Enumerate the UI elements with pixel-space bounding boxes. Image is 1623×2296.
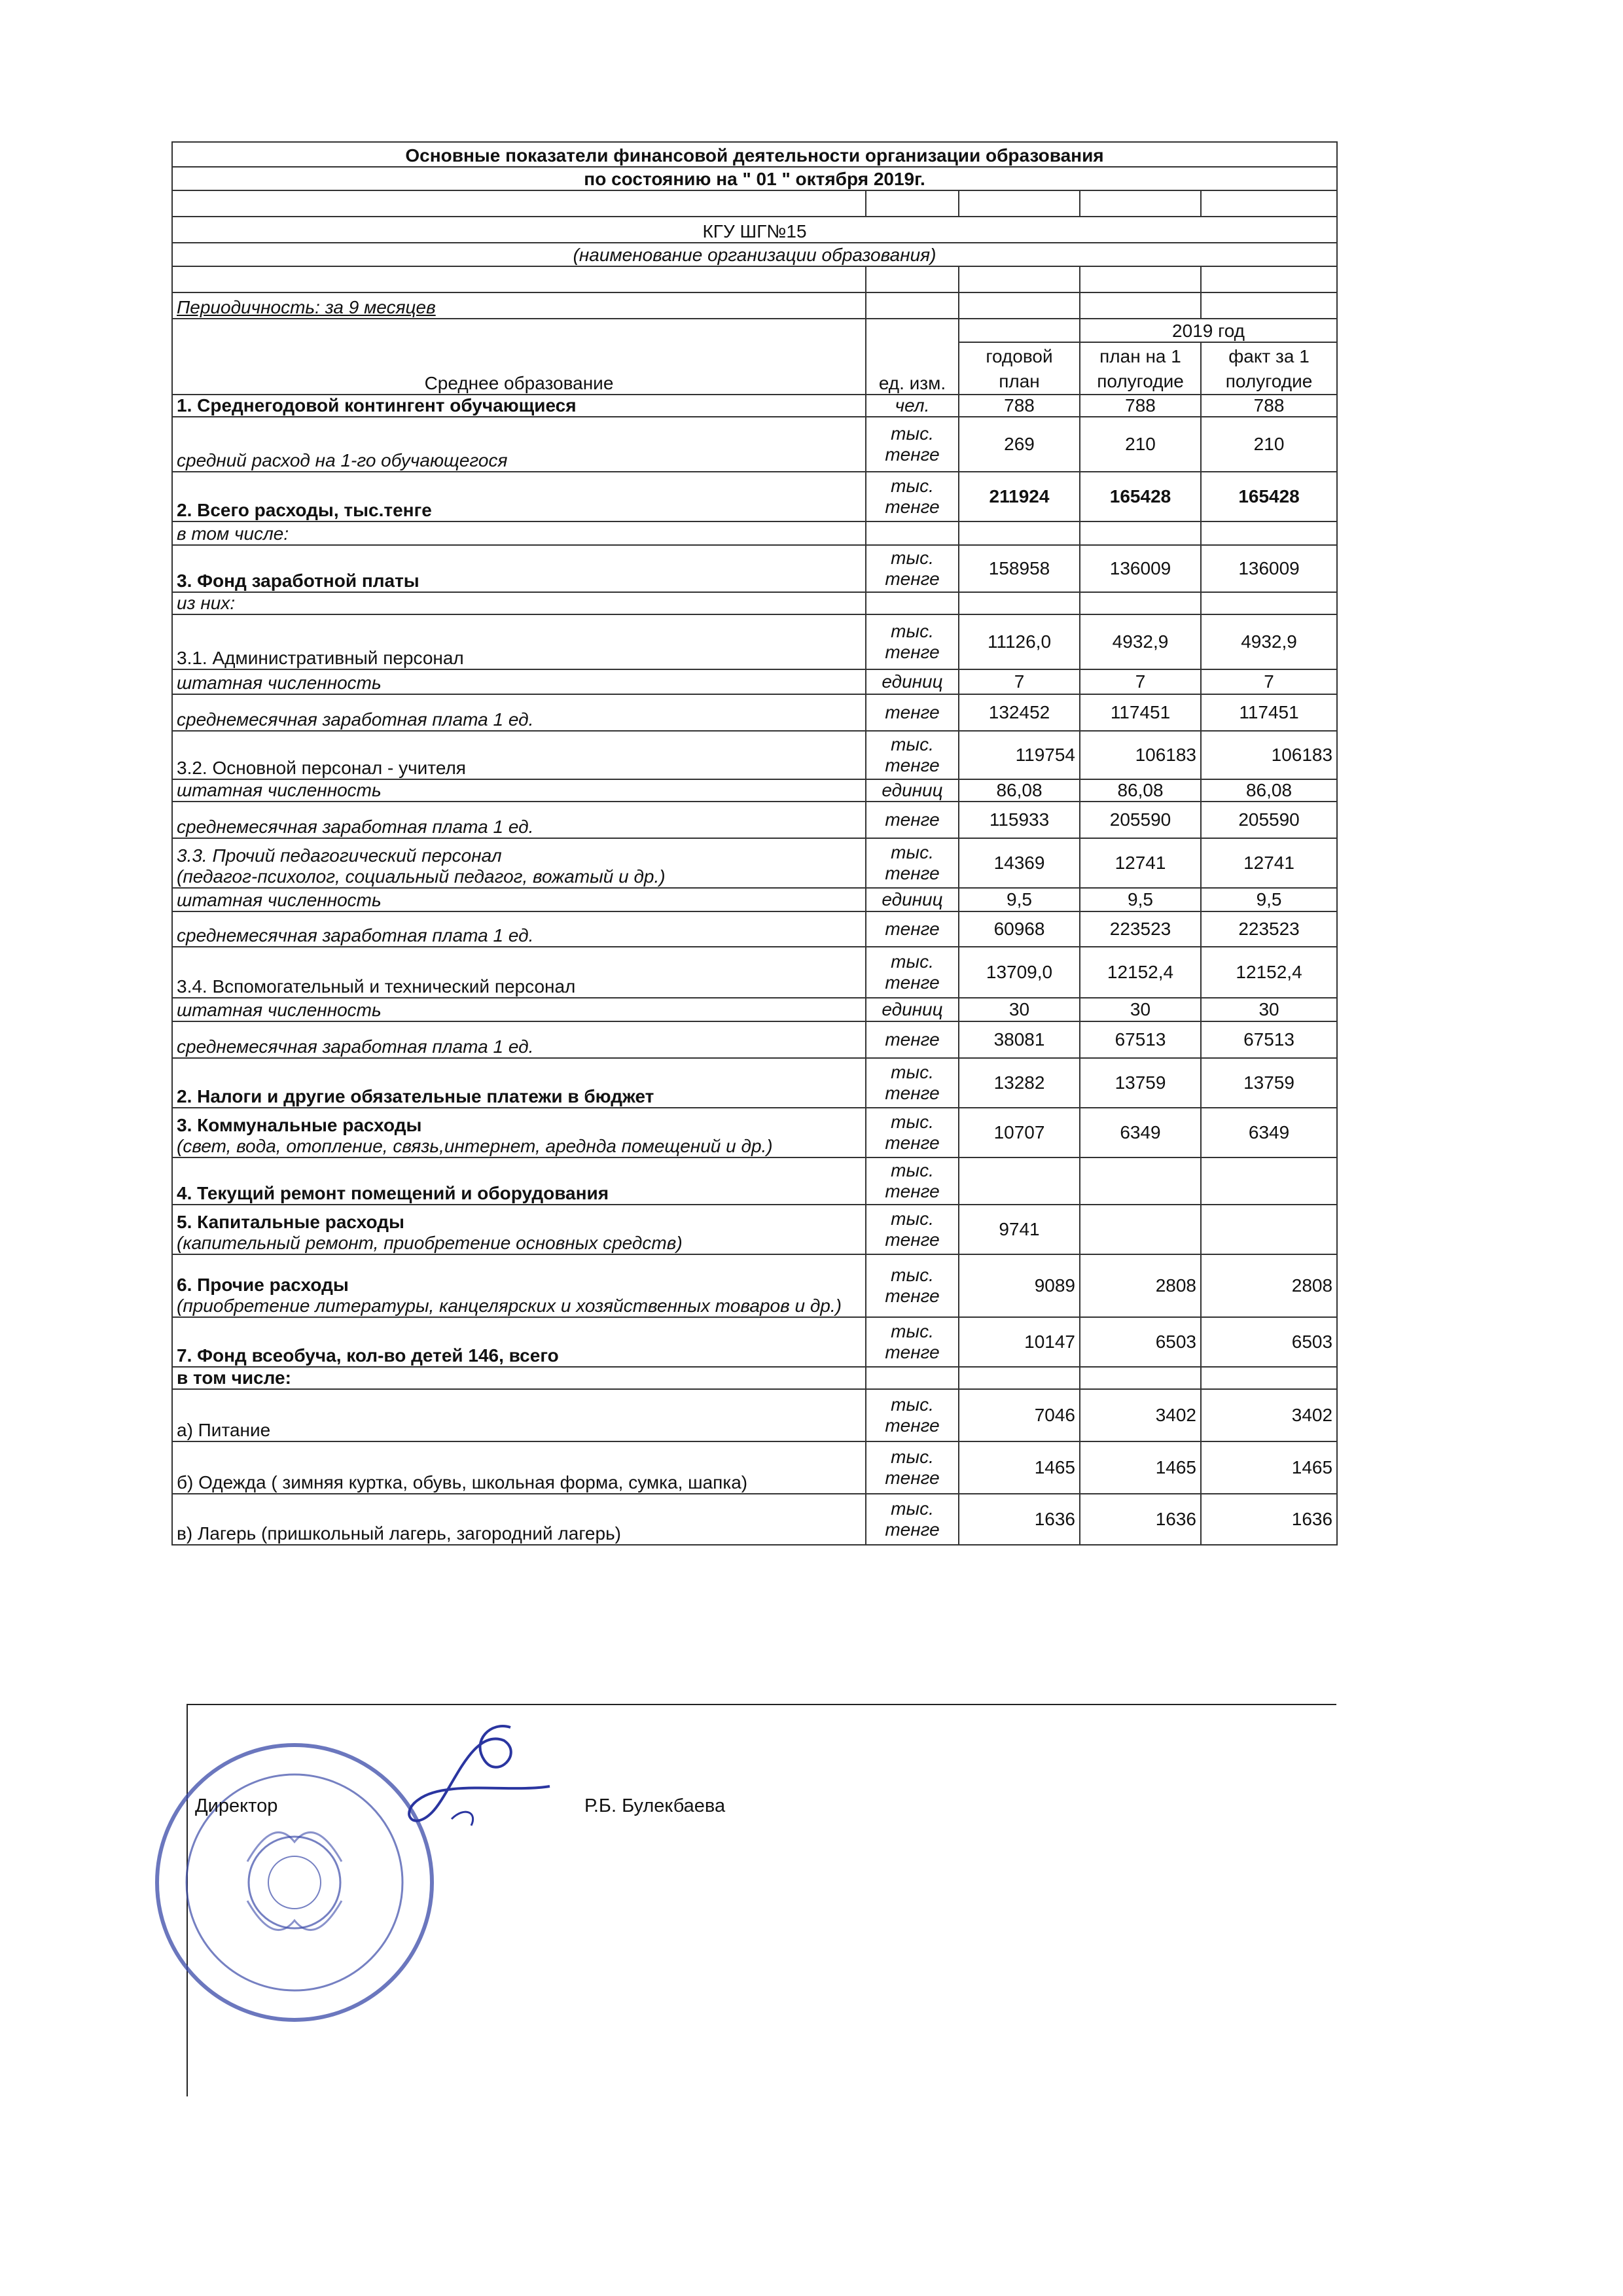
row-value-v2: 4932,9 bbox=[1080, 614, 1201, 669]
row-value-v1: 11126,0 bbox=[959, 614, 1080, 669]
report-rows bbox=[172, 395, 1337, 1545]
row-label-text: б) Одежда ( зимняя куртка, обувь, школьная форма, сумка, шапка) bbox=[177, 1472, 748, 1492]
row-label-text: среднемесячная заработная плата 1 ед. bbox=[177, 1036, 534, 1057]
row-value-v1: 211924 bbox=[959, 472, 1080, 521]
table-row bbox=[172, 1254, 1337, 1317]
row-value-v2: 117451 bbox=[1080, 694, 1201, 731]
row-value-v1: 132452 bbox=[959, 694, 1080, 731]
row-value-v1: 269 bbox=[959, 417, 1080, 472]
row-unit: тенге bbox=[866, 911, 959, 947]
row-label-text: 3. Фонд заработной платы bbox=[177, 571, 419, 591]
row-label-text: 3.3. Прочий педагогический персонал bbox=[177, 845, 502, 866]
row-unit: тыс. тенге bbox=[866, 731, 959, 779]
row-value-v1: 9741 bbox=[959, 1205, 1080, 1254]
row-value-v3: 117451 bbox=[1201, 694, 1337, 731]
row-label bbox=[172, 1157, 866, 1205]
row-label-text: 1. Среднегодовой контингент обучающиеся bbox=[177, 395, 577, 415]
row-unit: тыс. тенге bbox=[866, 947, 959, 998]
table-row bbox=[172, 731, 1337, 779]
header-col1: годовой план bbox=[959, 342, 1080, 395]
row-unit: единиц bbox=[866, 669, 959, 694]
row-value-v1: 10147 bbox=[959, 1317, 1080, 1367]
row-value-v3: 9,5 bbox=[1201, 888, 1337, 911]
row-value-v2: 1636 bbox=[1080, 1494, 1201, 1545]
row-value-v3 bbox=[1201, 592, 1337, 614]
row-value-v3 bbox=[1201, 1367, 1337, 1389]
periodicity: Периодичность: за 9 месяцев bbox=[172, 292, 866, 319]
row-value-v3: 4932,9 bbox=[1201, 614, 1337, 669]
row-value-v2: 3402 bbox=[1080, 1389, 1201, 1441]
row-value-v1 bbox=[959, 1367, 1080, 1389]
row-value-v3: 210 bbox=[1201, 417, 1337, 472]
row-label bbox=[172, 779, 866, 802]
row-unit: тыс. тенге bbox=[866, 1441, 959, 1494]
table-row bbox=[172, 998, 1337, 1021]
header-year: 2019 год bbox=[1080, 319, 1337, 342]
row-label bbox=[172, 998, 866, 1021]
row-value-v1: 1636 bbox=[959, 1494, 1080, 1545]
table-row bbox=[172, 1205, 1337, 1254]
row-label-text: 2. Налоги и другие обязательные платежи в бюджет bbox=[177, 1086, 654, 1106]
row-value-v1 bbox=[959, 1157, 1080, 1205]
row-value-v1: 38081 bbox=[959, 1021, 1080, 1058]
row-value-v1: 9089 bbox=[959, 1254, 1080, 1317]
table-row bbox=[172, 1021, 1337, 1058]
table-row bbox=[172, 521, 1337, 545]
row-label-text: среднемесячная заработная плата 1 ед. bbox=[177, 925, 534, 945]
report-table bbox=[171, 141, 1338, 1545]
row-label-text: 3. Коммунальные расходы bbox=[177, 1115, 422, 1135]
row-value-v2 bbox=[1080, 1367, 1201, 1389]
row-unit bbox=[866, 592, 959, 614]
row-value-v1: 60968 bbox=[959, 911, 1080, 947]
table-row bbox=[172, 694, 1337, 731]
table-row bbox=[172, 472, 1337, 521]
row-value-v1: 7 bbox=[959, 669, 1080, 694]
row-label-text: из них: bbox=[177, 593, 236, 613]
table-row bbox=[172, 1441, 1337, 1494]
row-value-v3: 136009 bbox=[1201, 545, 1337, 592]
row-value-v2 bbox=[1080, 1157, 1201, 1205]
row-value-v2: 106183 bbox=[1080, 731, 1201, 779]
row-label bbox=[172, 669, 866, 694]
org-name: КГУ ШГ№15 bbox=[172, 217, 1337, 243]
table-row bbox=[172, 395, 1337, 417]
row-label-text: 3.2. Основной персонал - учителя bbox=[177, 758, 466, 778]
row-label bbox=[172, 1058, 866, 1108]
row-value-v2: 30 bbox=[1080, 998, 1201, 1021]
row-sublabel: (капительный ремонт, приобретение основных средств) bbox=[177, 1233, 683, 1253]
row-label bbox=[172, 395, 866, 417]
row-value-v1: 9,5 bbox=[959, 888, 1080, 911]
row-label bbox=[172, 1254, 866, 1317]
table-row bbox=[172, 1389, 1337, 1441]
row-value-v2: 205590 bbox=[1080, 802, 1201, 838]
row-unit: единиц bbox=[866, 998, 959, 1021]
row-value-v3: 1465 bbox=[1201, 1441, 1337, 1494]
row-value-v1 bbox=[959, 521, 1080, 545]
table-row bbox=[172, 1367, 1337, 1389]
row-value-v2: 2808 bbox=[1080, 1254, 1201, 1317]
row-value-v3: 223523 bbox=[1201, 911, 1337, 947]
row-value-v1: 30 bbox=[959, 998, 1080, 1021]
row-unit: тыс. тенге bbox=[866, 1205, 959, 1254]
row-sublabel: (педагог-психолог, социальный педагог, вожатый и др.) bbox=[177, 866, 666, 887]
row-value-v1: 7046 bbox=[959, 1389, 1080, 1441]
report-title: Основные показатели финансовой деятельности организации образования bbox=[172, 142, 1337, 167]
row-label-text: в том числе: bbox=[177, 1368, 291, 1388]
row-unit: тыс. тенге bbox=[866, 1317, 959, 1367]
row-label-text: среднемесячная заработная плата 1 ед. bbox=[177, 709, 534, 730]
row-unit: чел. bbox=[866, 395, 959, 417]
row-label-text: 6. Прочие расходы bbox=[177, 1275, 349, 1295]
row-label bbox=[172, 521, 866, 545]
table-row bbox=[172, 614, 1337, 669]
row-value-v3: 788 bbox=[1201, 395, 1337, 417]
table-row bbox=[172, 1157, 1337, 1205]
row-label-text: в) Лагерь (пришкольный лагерь, загородний лагерь) bbox=[177, 1523, 621, 1544]
row-value-v2: 210 bbox=[1080, 417, 1201, 472]
row-value-v3: 6503 bbox=[1201, 1317, 1337, 1367]
row-value-v3 bbox=[1201, 1157, 1337, 1205]
row-value-v3: 165428 bbox=[1201, 472, 1337, 521]
row-unit: единиц bbox=[866, 888, 959, 911]
table-row bbox=[172, 1494, 1337, 1545]
table-row bbox=[172, 1108, 1337, 1157]
row-value-v2: 6349 bbox=[1080, 1108, 1201, 1157]
row-value-v1: 115933 bbox=[959, 802, 1080, 838]
row-unit: тыс. тенге bbox=[866, 1058, 959, 1108]
row-value-v3: 2808 bbox=[1201, 1254, 1337, 1317]
row-sublabel: (приобретение литературы, канцелярских и хозяйственных товаров и др.) bbox=[177, 1296, 842, 1316]
table-row bbox=[172, 669, 1337, 694]
row-value-v3 bbox=[1201, 521, 1337, 545]
row-unit: единиц bbox=[866, 779, 959, 802]
table-row bbox=[172, 1058, 1337, 1108]
row-label bbox=[172, 694, 866, 731]
row-label-text: 5. Капитальные расходы bbox=[177, 1212, 404, 1232]
signature-role: Директор bbox=[195, 1795, 278, 1816]
row-value-v3: 12741 bbox=[1201, 838, 1337, 888]
row-unit: тенге bbox=[866, 694, 959, 731]
row-unit: тенге bbox=[866, 1021, 959, 1058]
table-row bbox=[172, 779, 1337, 802]
row-unit: тыс. тенге bbox=[866, 1494, 959, 1545]
row-value-v3: 106183 bbox=[1201, 731, 1337, 779]
row-label-text: среднемесячная заработная плата 1 ед. bbox=[177, 817, 534, 837]
row-label-text: штатная численность bbox=[177, 1000, 382, 1020]
row-value-v2 bbox=[1080, 1205, 1201, 1254]
row-unit: тенге bbox=[866, 802, 959, 838]
row-value-v3: 86,08 bbox=[1201, 779, 1337, 802]
table-row bbox=[172, 417, 1337, 472]
row-value-v1: 119754 bbox=[959, 731, 1080, 779]
row-unit: тыс. тенге bbox=[866, 838, 959, 888]
row-label-text: 4. Текущий ремонт помещений и оборудования bbox=[177, 1183, 609, 1203]
row-label bbox=[172, 1205, 866, 1254]
row-label bbox=[172, 1108, 866, 1157]
row-label bbox=[172, 472, 866, 521]
row-unit: тыс. тенге bbox=[866, 1108, 959, 1157]
row-value-v1: 86,08 bbox=[959, 779, 1080, 802]
row-value-v1: 13282 bbox=[959, 1058, 1080, 1108]
row-unit: тыс. тенге bbox=[866, 1389, 959, 1441]
row-label-text: в том числе: bbox=[177, 523, 289, 544]
row-value-v3: 67513 bbox=[1201, 1021, 1337, 1058]
row-value-v2: 136009 bbox=[1080, 545, 1201, 592]
org-caption: (наименование организации образования) bbox=[172, 243, 1337, 266]
row-value-v3 bbox=[1201, 1205, 1337, 1254]
report-subtitle: по состоянию на " 01 " октября 2019г. bbox=[172, 167, 1337, 190]
row-value-v2: 12152,4 bbox=[1080, 947, 1201, 998]
row-label bbox=[172, 592, 866, 614]
row-unit bbox=[866, 1367, 959, 1389]
table-row bbox=[172, 592, 1337, 614]
row-sublabel: (свет, вода, отопление, связь,интернет, аредндa помещений и др.) bbox=[177, 1136, 773, 1156]
row-label bbox=[172, 838, 866, 888]
row-label bbox=[172, 802, 866, 838]
row-value-v1: 158958 bbox=[959, 545, 1080, 592]
row-label bbox=[172, 947, 866, 998]
row-label-text: 2. Всего расходы, тыс.тенге bbox=[177, 500, 432, 520]
table-row bbox=[172, 911, 1337, 947]
row-value-v2 bbox=[1080, 592, 1201, 614]
row-value-v3: 30 bbox=[1201, 998, 1337, 1021]
row-label-text: средний расход на 1-го обучающегося bbox=[177, 450, 508, 470]
row-value-v1: 13709,0 bbox=[959, 947, 1080, 998]
table-row bbox=[172, 545, 1337, 592]
row-label bbox=[172, 1021, 866, 1058]
row-value-v3: 12152,4 bbox=[1201, 947, 1337, 998]
row-unit: тыс. тенге bbox=[866, 472, 959, 521]
row-value-v2: 9,5 bbox=[1080, 888, 1201, 911]
row-value-v1: 10707 bbox=[959, 1108, 1080, 1157]
row-label bbox=[172, 1494, 866, 1545]
row-value-v2: 165428 bbox=[1080, 472, 1201, 521]
row-label-text: штатная численность bbox=[177, 890, 382, 910]
row-value-v3: 1636 bbox=[1201, 1494, 1337, 1545]
row-label bbox=[172, 1441, 866, 1494]
header-col2: план на 1 полугодие bbox=[1080, 342, 1201, 395]
row-label bbox=[172, 1389, 866, 1441]
row-label bbox=[172, 614, 866, 669]
header-unit: ед. изм. bbox=[866, 319, 959, 395]
table-row bbox=[172, 888, 1337, 911]
row-label bbox=[172, 888, 866, 911]
row-value-v3: 205590 bbox=[1201, 802, 1337, 838]
row-value-v3: 6349 bbox=[1201, 1108, 1337, 1157]
table-row bbox=[172, 802, 1337, 838]
table-row bbox=[172, 1317, 1337, 1367]
row-label-text: штатная численность bbox=[177, 673, 382, 693]
table-row bbox=[172, 838, 1337, 888]
row-value-v2: 788 bbox=[1080, 395, 1201, 417]
row-value-v2 bbox=[1080, 521, 1201, 545]
row-unit: тыс. тенге bbox=[866, 1157, 959, 1205]
row-value-v2: 6503 bbox=[1080, 1317, 1201, 1367]
row-label bbox=[172, 1317, 866, 1367]
row-value-v1 bbox=[959, 592, 1080, 614]
row-label-text: 3.4. Вспомогательный и технический персонал bbox=[177, 976, 576, 997]
row-value-v2: 223523 bbox=[1080, 911, 1201, 947]
row-value-v2: 67513 bbox=[1080, 1021, 1201, 1058]
row-label bbox=[172, 417, 866, 472]
row-value-v2: 1465 bbox=[1080, 1441, 1201, 1494]
header-section: Среднее образование bbox=[172, 319, 866, 395]
row-label bbox=[172, 731, 866, 779]
header-col3: факт за 1 полугодие bbox=[1201, 342, 1337, 395]
row-value-v3: 7 bbox=[1201, 669, 1337, 694]
row-label bbox=[172, 1367, 866, 1389]
row-unit: тыс. тенге bbox=[866, 417, 959, 472]
row-label-text: а) Питание bbox=[177, 1420, 271, 1440]
row-value-v2: 12741 bbox=[1080, 838, 1201, 888]
row-value-v1: 788 bbox=[959, 395, 1080, 417]
row-value-v2: 7 bbox=[1080, 669, 1201, 694]
row-label-text: штатная численность bbox=[177, 780, 382, 800]
row-unit: тыс. тенге bbox=[866, 545, 959, 592]
row-label bbox=[172, 545, 866, 592]
signature-name: Р.Б. Булекбаева bbox=[584, 1795, 726, 1816]
table-row bbox=[172, 947, 1337, 998]
row-value-v2: 13759 bbox=[1080, 1058, 1201, 1108]
row-unit: тыс. тенге bbox=[866, 614, 959, 669]
row-value-v1: 14369 bbox=[959, 838, 1080, 888]
row-value-v3: 13759 bbox=[1201, 1058, 1337, 1108]
director-signature bbox=[393, 1714, 563, 1845]
row-label bbox=[172, 911, 866, 947]
row-unit: тыс. тенге bbox=[866, 1254, 959, 1317]
row-label-text: 7. Фонд всеобуча, кол-во детей 146, всего bbox=[177, 1345, 559, 1366]
row-value-v1: 1465 bbox=[959, 1441, 1080, 1494]
row-value-v2: 86,08 bbox=[1080, 779, 1201, 802]
row-unit bbox=[866, 521, 959, 545]
row-label-text: 3.1. Административный персонал bbox=[177, 648, 464, 668]
row-value-v3: 3402 bbox=[1201, 1389, 1337, 1441]
